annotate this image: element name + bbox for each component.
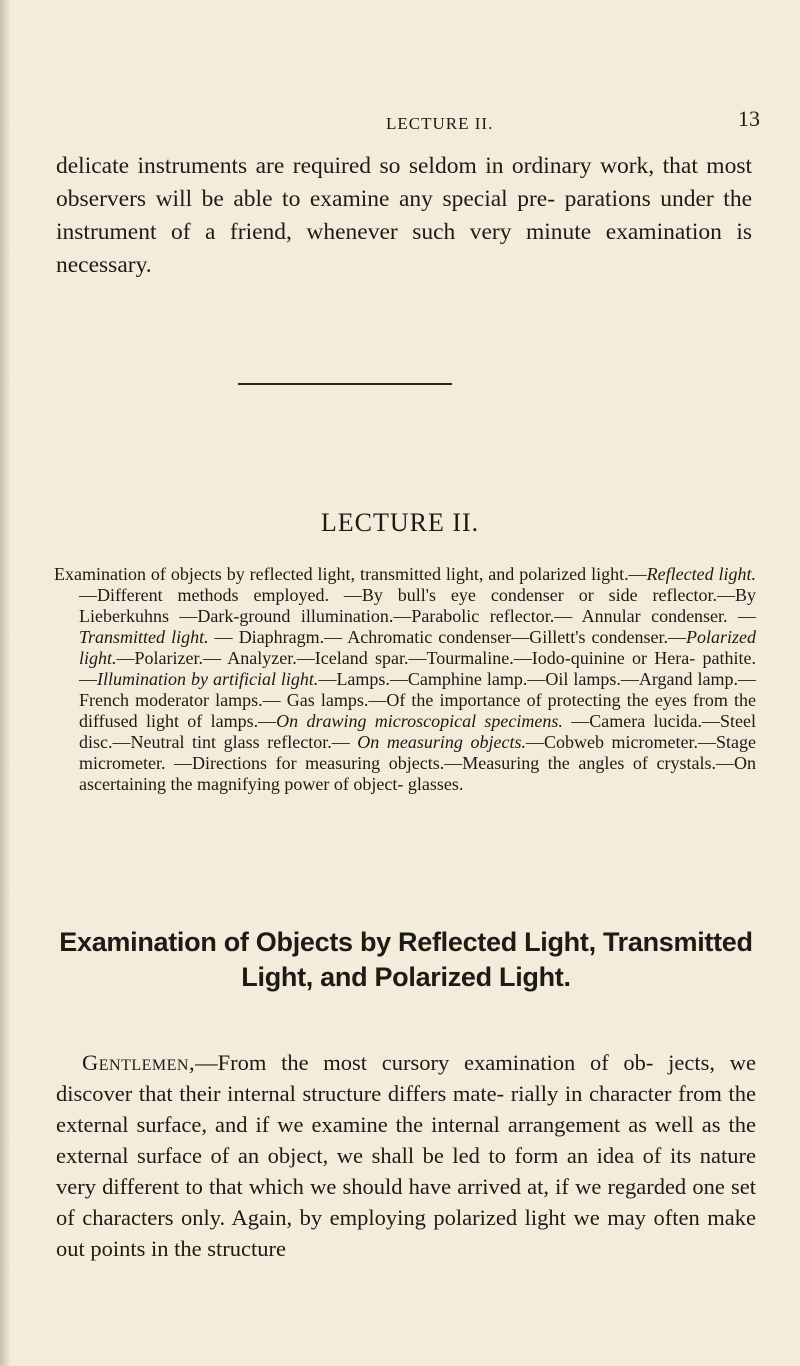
body-paragraph <box>56 1047 756 1264</box>
synopsis-topic: Transmitted light. <box>79 627 209 647</box>
synopsis-segment: —Polarizer.— Analyzer.—Iceland spar.—Tourmaline.—Iodo-quinine or Hera- pathite.— <box>79 648 756 689</box>
synopsis-topic: Reflected light. <box>646 564 756 584</box>
section-heading: Examination of Objects by Reflected Light, Transmitted Light, and Polarized Light. <box>59 927 753 992</box>
synopsis-segment: —Cobweb micrometer.—Stage micrometer. —Directions for measuring objects.—Measuring the angles of crystals.—On ascertaining the magnifying power of object- glasses. <box>79 732 757 794</box>
synopsis-segment: Examination of objects by reflected light, transmitted light, and polarized light.— <box>54 564 647 584</box>
page-gutter-shadow <box>0 0 10 1366</box>
synopsis-topic: On drawing microscopical specimens. <box>276 711 563 731</box>
synopsis-segment: — Diaphragm.— Achromatic condenser—Gillett's condenser.— <box>208 627 686 647</box>
synopsis-topic: On measuring objects. <box>357 732 526 752</box>
synopsis-topic: Illumination by artificial light. <box>97 669 319 689</box>
synopsis-segment: —Lamps.—Camphine lamp.—Oil lamps.—Argand lamp.—French moderator lamps.— Gas lamps.—Of the importance of protecting the eyes from the diffused light of lamps.— <box>79 669 756 731</box>
continuation-paragraph: delicate instruments are required so seldom in ordinary work, that most observers will be able to examine any special pre- parations under the instrument of a friend, whenever such very minute examination is necessary. <box>56 153 752 278</box>
synopsis-topic: Polarized light. <box>79 627 756 668</box>
body-paragraph-text: —From the most cursory examination of ob- jects, we discover that their internal structure differs mate- rially in character from the external surface, and if we examine the internal arrangement as well as the external surface of an object, we shall be led to form an idea of its nature very different to that which we should have arrived at, if we regarded one set of characters only. Again, by employing polarized light we may often make out points in the structure <box>56 1050 756 1261</box>
section-divider-rule <box>238 383 452 385</box>
lecture-synopsis <box>54 564 756 795</box>
synopsis-segment: —Camera lucida.—Steel disc.—Neutral tint glass reflector.— <box>79 711 756 752</box>
running-head: LECTURE II. <box>386 114 494 133</box>
lecture-heading: LECTURE II. <box>320 508 480 537</box>
synopsis-segment: —Different methods employed. —By bull's eye condenser or side reflector.—By Lieberkuhns —Dark-ground illumination.—Parabolic reflector.— Annular condenser. — <box>79 585 756 626</box>
salutation: Gentlemen, <box>82 1050 196 1075</box>
page-number: 13 <box>738 106 760 131</box>
